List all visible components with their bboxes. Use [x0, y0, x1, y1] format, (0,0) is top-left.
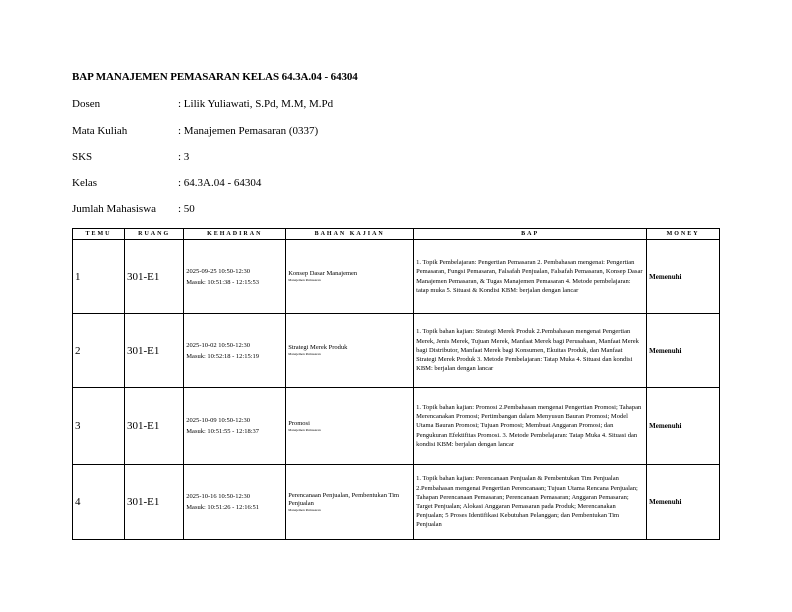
cell-ruang: 301-E1	[125, 314, 184, 388]
info-value-jumlah-mahasiswa: : 50	[178, 203, 195, 215]
kehadiran-masuk: Masuk: 10:51:26 - 12:16:51	[186, 504, 260, 511]
bap-text: 1. Topik bahan kajian: Perencanaan Penjualan & Pembentukan Tim Penjualan 2.Pembahasan mengenai Pengertian Perencanaan; Tujuan Utama Rencana Penjualan; Tahapan Perencanaan Pemasaran; Perencanaan Pemasaran; Anggaran Pemasaran; Target Penjualan; Alokasi Anggaran Pemasaran pada Produk; Merencanakan Penjualan; 5 Proses Identifikasi Kebutuhan Pelanggan; dan Pembentukan Tim Penjualan	[416, 475, 638, 529]
info-label-kelas: Kelas	[72, 177, 98, 189]
page-title: BAP MANAJEMEN PEMASARAN KELAS 64.3A.04 - 64304	[72, 71, 358, 83]
bap-text: 1. Topik bahan kajian: Promosi 2.Pembahasan mengenai Pengertian Promosi; Tahapan Merencanakan Promosi; Pertimbangan dalam Menyusun Bauran Promosi; Model Utama Bauran Promosi; Tujuan Promosi; Membuat Anggaran Promosi; dan Pengukuran Efektifitas Promosi. 3. Metode Pembelajaran: Tatap Muka 4. Situasi dan kondisi KBM: berjalan dengan lancar	[416, 403, 642, 448]
cell-bahan-kajian	[286, 240, 414, 314]
kehadiran-schedule: 2025-10-09 10:50-12:30	[186, 417, 251, 424]
kehadiran-masuk: Masuk: 10:52:18 - 12:15:19	[186, 352, 260, 360]
table-row	[73, 314, 720, 388]
cell-bap	[414, 314, 647, 388]
info-value-sks: : 3	[178, 151, 190, 163]
cell-ruang: 301-E1	[125, 388, 184, 465]
info-label-jumlah-mahasiswa: Jumlah Mahasiswa	[72, 203, 157, 215]
cell-kehadiran	[184, 314, 286, 388]
cell-kehadiran	[184, 240, 286, 314]
cell-money: Memenuhi	[647, 465, 720, 540]
cell-money: Memenuhi	[647, 388, 720, 465]
cell-temu: 4	[73, 465, 125, 540]
table-header-row	[73, 229, 720, 240]
kehadiran-schedule: 2025-10-16 10:50-12:30	[186, 493, 251, 500]
info-label-sks: SKS	[72, 151, 93, 163]
kehadiran-schedule: 2025-10-02 10:50-12:30	[186, 341, 251, 349]
bahan-kajian-course: Manajemen Pemasaran	[288, 427, 321, 432]
header-money: MONEY	[647, 229, 720, 240]
bahan-kajian-topic: Promosi	[288, 419, 310, 427]
cell-money: Memenuhi	[647, 314, 720, 388]
bap-table	[72, 228, 720, 540]
info-value-mata-kuliah: : Manajemen Pemasaran (0337)	[178, 125, 319, 137]
info-value-dosen: : Lilik Yuliawati, S.Pd, M.M, M.Pd	[178, 98, 334, 110]
header-bahan-kajian: BAHAN KAJIAN	[286, 229, 414, 240]
cell-bahan-kajian	[286, 388, 414, 465]
bahan-kajian-course: Manajemen Pemasaran	[288, 278, 321, 282]
cell-money: Memenuhi	[647, 240, 720, 314]
kehadiran-schedule: 2025-09-25 10:50-12:30	[186, 267, 251, 275]
bahan-kajian-topic: Konsep Dasar Manajemen	[288, 270, 358, 277]
cell-kehadiran	[184, 465, 286, 540]
bahan-kajian-topic: Strategi Merek Produk	[288, 344, 348, 351]
header-temu: TEMU	[73, 229, 125, 240]
info-label-mata-kuliah: Mata Kuliah	[72, 125, 128, 137]
cell-ruang: 301-E1	[125, 465, 184, 540]
cell-temu: 1	[73, 240, 125, 314]
bap-text: 1. Topik Pembelajaran: Pengertian Pemasaran 2. Pembahasan mengenai: Pengertian Pemasaran, Fungsi Pemasaran, Falsafah Penjualan, Falsafah Pemasaran, Konsep Dasar Manajemen Pemasaran, & Tugas Manajemen Pemasaran 4. Metode pembelajaran: tatap muka 5. Situasi & Kondisi KBM: berjalan dengan lancar	[416, 259, 643, 294]
kehadiran-masuk: Masuk: 10:51:38 - 12:15:53	[186, 278, 260, 286]
cell-bahan-kajian	[286, 465, 414, 540]
cell-temu: 3	[73, 388, 125, 465]
cell-kehadiran	[184, 388, 286, 465]
kehadiran-masuk: Masuk: 10:51:55 - 12:18:37	[186, 428, 260, 435]
info-value-kelas: : 64.3A.04 - 64304	[178, 177, 262, 189]
table-row	[73, 240, 720, 314]
cell-bap	[414, 465, 647, 540]
bahan-kajian-course: Manajemen Pemasaran	[288, 352, 321, 356]
table-row	[73, 465, 720, 540]
cell-bap	[414, 240, 647, 314]
cell-temu: 2	[73, 314, 125, 388]
bahan-kajian-topic: Perencanaan Penjualan, Pembentukan Tim Penjualan	[288, 491, 400, 507]
cell-bahan-kajian	[286, 314, 414, 388]
cell-ruang: 301-E1	[125, 240, 184, 314]
table-row	[73, 388, 720, 465]
bahan-kajian-course: Manajemen Pemasaran	[288, 507, 321, 512]
header-kehadiran: KEHADIRAN	[184, 229, 286, 240]
header-bap: BAP	[414, 229, 647, 240]
info-label-dosen: Dosen	[72, 98, 101, 110]
header-ruang: RUANG	[125, 229, 184, 240]
cell-bap	[414, 388, 647, 465]
bap-text: 1. Topik bahan kajian: Strategi Merek Produk 2.Pembahasan mengenai Pengertian Merek, Jenis Merek, Tujuan Merek, Manfaat Merek bagi Perusahaan, Manfaat Merek bagi Distributor, Manfaat Merek bagi Konsumen, Ekuitas Produk, dan Manfaat Strategi Merek Produk 3. Metode Pembelajaran: Tatap Muka 4. Situasi dan kondisi KBM: berjalan dengan lancar	[416, 328, 639, 373]
